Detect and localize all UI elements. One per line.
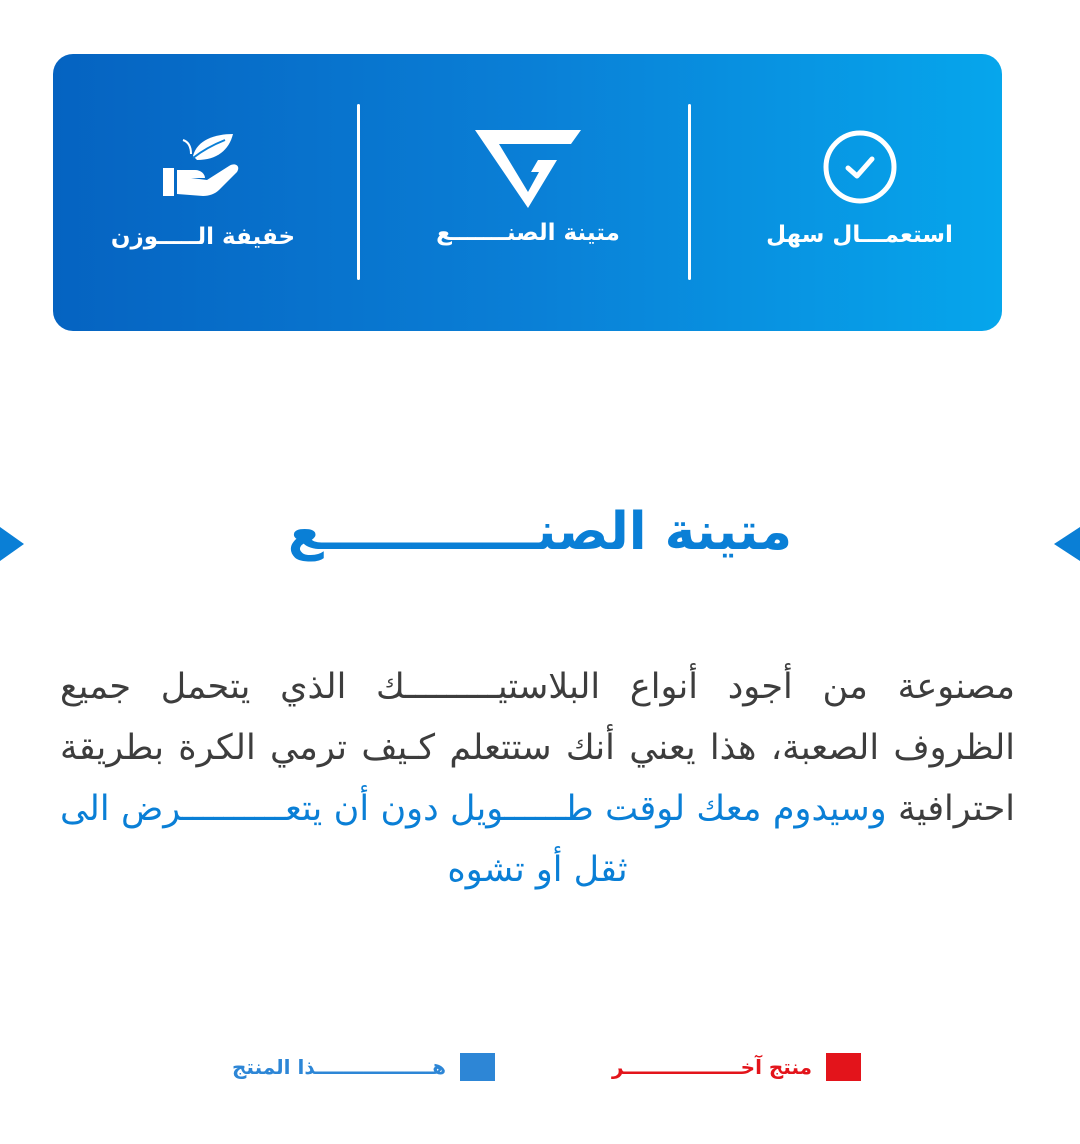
- legend-other-label: منتج آخـــــــــــــــــر: [612, 1055, 813, 1079]
- description-text: مصنوعة من أجود أنواع البلاستيـــــــــك الذي يتحمل جميع الظروف الصعبة، هذا يعني أنك ستتعلم كـيف ترمي الكرة بطريقة احترافية: [60, 667, 1016, 829]
- legend-this-label: هـــــــــــــــــذا المنتج: [232, 1055, 446, 1079]
- legend-other-product: [612, 1052, 861, 1082]
- check-circle-icon: [821, 128, 899, 210]
- feature-divider: [688, 104, 691, 280]
- description-paragraph: [60, 657, 1015, 901]
- g-logo-icon: [475, 130, 581, 212]
- legend-this-product: [232, 1052, 495, 1082]
- feature-sturdy: [383, 54, 673, 331]
- leaf-hand-icon: [163, 132, 243, 202]
- legend-blue-swatch: [460, 1053, 495, 1081]
- description-highlight: وسيدوم معك لوقت طــــــويل دون أن يتعــــــــــرض الى ثقل أو تشوه: [60, 789, 887, 890]
- feature-sturdy-label: متينة الصنـــــــع: [436, 220, 620, 246]
- feature-lightweight-label: خفيفة الـــــوزن: [110, 224, 296, 250]
- features-banner: [53, 54, 1002, 331]
- feature-easy-use: [717, 54, 1002, 331]
- feature-divider: [357, 104, 360, 280]
- feature-lightweight: [53, 54, 353, 331]
- legend-red-swatch: [826, 1053, 861, 1081]
- feature-easy-use-label: استعمـــال سهل: [766, 222, 953, 248]
- section-heading: متينة الصنــــــــــــع: [287, 502, 793, 562]
